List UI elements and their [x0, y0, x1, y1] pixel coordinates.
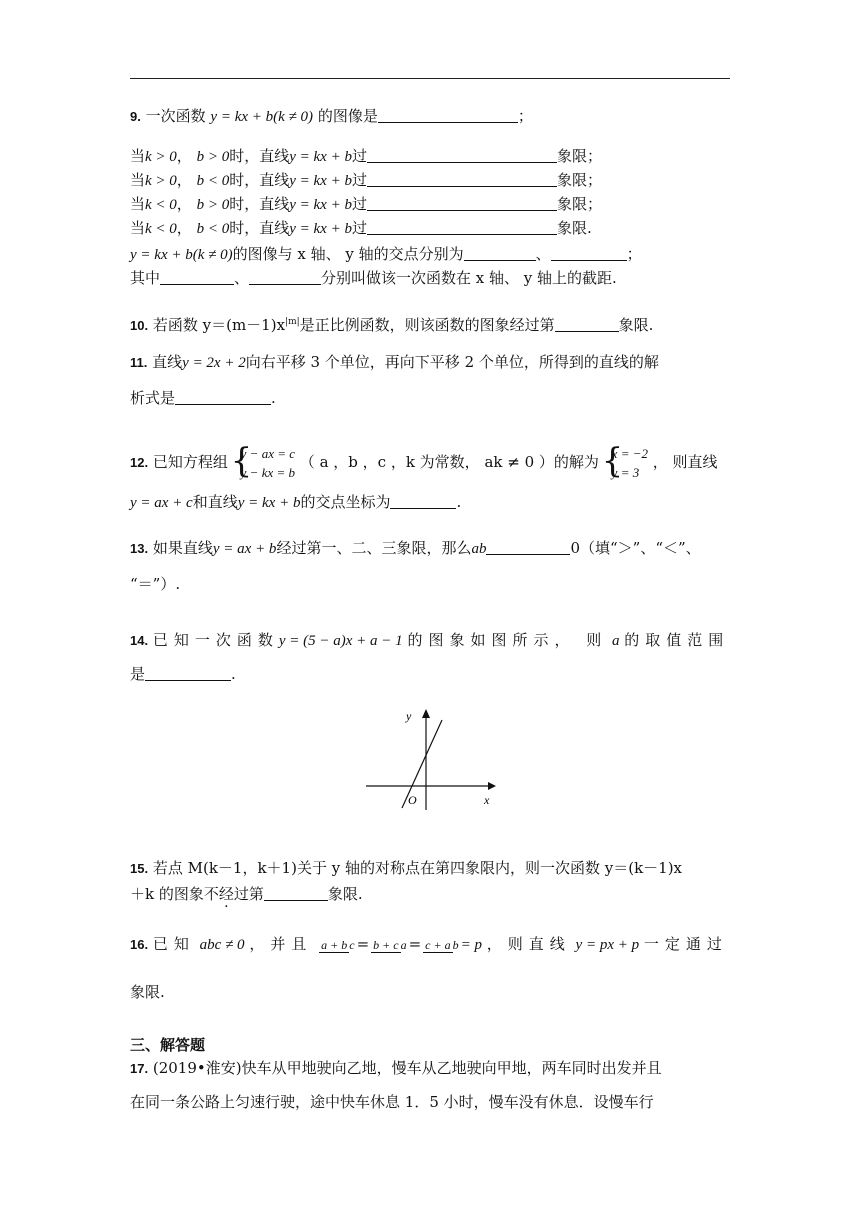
q11-line2: 析式是 .: [130, 389, 276, 407]
q9-case-line: 当k < 0， b < 0时，直线y = kx + b过 象限.: [130, 219, 592, 237]
q12-line2: y = ax + c和直线y = kx + b的交点坐标为 .: [130, 493, 462, 511]
header-rule: [130, 78, 730, 79]
answer-blank[interactable]: [367, 148, 557, 163]
fraction: a + b c: [321, 937, 355, 952]
section-title: 三、解答题: [130, 1037, 206, 1054]
answer-blank[interactable]: [145, 666, 231, 681]
q15-line1: 15. 若点 M(k－1，k＋1)关于 y 轴的对称点在第四象限内，则一次函数 y＝(k－1)x: [130, 859, 683, 877]
q15-line2: ＋k 的图象不经过第 象限.: [130, 885, 363, 903]
q17-line2: 在同一条公路上匀速行驶，途中快车休息 1．5 小时，慢车没有休息．设慢车行: [130, 1093, 654, 1111]
answer-blank[interactable]: [249, 270, 321, 285]
q12-line1: 12. 已知方程组 { y − ax = c y − kx = b （ a ，b ，c ，k 为常数， ak ≠ 0 ）的解为 { x = −2 y = 3 ， 则直线: [130, 444, 718, 482]
q9-case-line: 当k < 0， b > 0时，直线y = kx + b过 象限；: [130, 195, 602, 213]
fraction: b + c a: [373, 937, 407, 952]
q9-case-line: 当k > 0， b < 0时，直线y = kx + b过 象限；: [130, 171, 602, 189]
q13-line2: “＝”）.: [130, 575, 181, 593]
q17-line1: 17. (2019•淮安)快车从甲地驶向乙地，慢车从乙地驶向甲地，两车同时出发并且: [130, 1059, 662, 1077]
q9-stem: 9. 一次函数 y = kx + b(k ≠ 0) 的图像是 ；: [130, 107, 533, 125]
answer-blank[interactable]: [160, 270, 234, 285]
q13-line1: 13. 如果直线y = ax + b经过第一、二、三象限，那么ab 0（填“＞”、“＜”、: [130, 539, 701, 557]
answer-blank[interactable]: [367, 172, 557, 187]
q16-line2: 象限.: [130, 983, 165, 1001]
q16-line1: 16. 已知 abc ≠ 0 ，并且 a + b c = b + c a = c + a b = p ，则直线 y = px + p 一定通过: [130, 935, 728, 953]
q9-case-line: 当k > 0， b > 0时，直线y = kx + b过 象限；: [130, 147, 602, 165]
q11-line1: 11. 直线y = 2x + 2向右平移 3 个单位，再向下平移 2 个单位，所得到的直线的解: [130, 353, 659, 371]
x-axis-arrow: [488, 782, 496, 790]
q9-intercepts: y = kx + b(k ≠ 0)的图像与 x 轴、 y 轴的交点分别为 、 ；: [130, 245, 642, 263]
answer-blank[interactable]: [390, 494, 456, 509]
q10: 10. 若函数 $y=(m-1)x^{|m|}$是正比例函数，则该函数的图象经过第 象限.: [130, 316, 654, 334]
answer-blank[interactable]: [378, 108, 518, 123]
answer-blank[interactable]: [367, 220, 557, 235]
fraction: c + a b: [425, 937, 459, 952]
x-label: x: [484, 793, 490, 807]
q14-line1: 14. 已知一次函数y = (5 − a)x + a − 1 的图象如图所示， 则 a 的取值范围: [130, 631, 730, 649]
solution-system: { x = −2 y = 3: [604, 444, 648, 482]
answer-blank[interactable]: [367, 196, 557, 211]
q14-graph: [360, 706, 500, 816]
y-label: y: [406, 709, 412, 723]
answer-blank[interactable]: [264, 886, 328, 901]
q9-last-line: 其中 、 分别叫做该一次函数在 x 轴、 y 轴上的截距.: [130, 269, 617, 287]
emphasis-dots: 不经过: [203, 885, 249, 903]
equation-system: { y − ax = c y − kx = b: [233, 444, 295, 482]
answer-blank[interactable]: [464, 246, 536, 261]
answer-blank[interactable]: [486, 540, 570, 555]
q14-line2: 是 .: [130, 665, 236, 683]
answer-blank[interactable]: [175, 390, 271, 405]
origin-label: O: [408, 793, 417, 807]
y-axis-arrow: [422, 709, 430, 718]
answer-blank[interactable]: [555, 317, 619, 332]
answer-blank[interactable]: [551, 246, 627, 261]
